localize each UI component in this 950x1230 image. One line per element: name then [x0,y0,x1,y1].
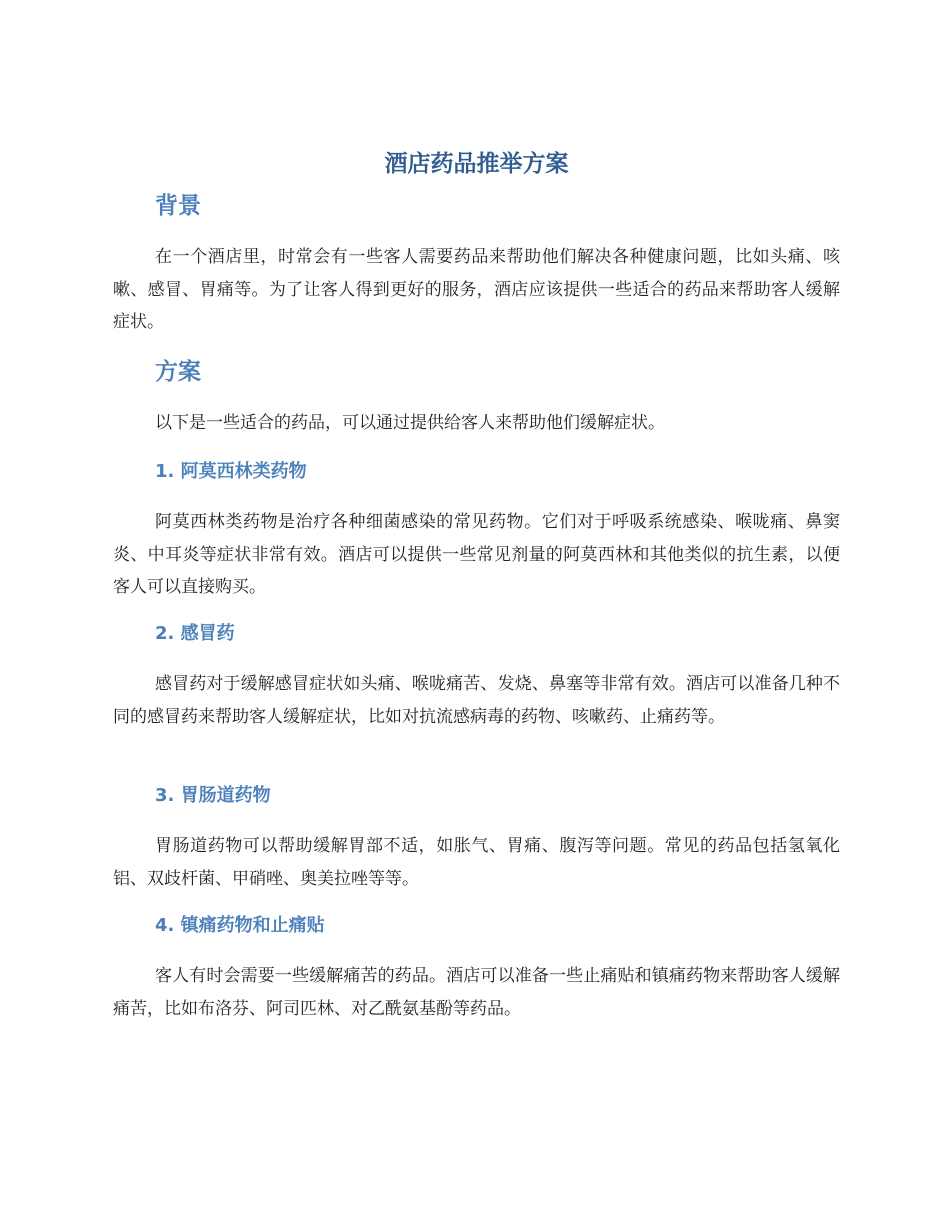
section-heading-plan: 方案 [155,359,201,385]
background-paragraph: 在一个酒店里，时常会有一些客人需要药品来帮助他们解决各种健康问题，比如头痛、咳嗽、感冒、胃痛等。为了让客人得到更好的服务，酒店应该提供一些适合的药品来帮助客人缓解症状。 [113,247,840,332]
painkillers-paragraph: 客人有时会需要一些缓解痛苦的药品。酒店可以准备一些止痛贴和镇痛药物来帮助客人缓解痛苦，比如布洛芬、阿司匹林、对乙酰氨基酚等药品。 [113,966,840,1019]
plan-intro-paragraph: 以下是一些适合的药品，可以通过提供给客人来帮助他们缓解症状。 [155,413,665,433]
subsection-heading-painkillers: 4. 镇痛药物和止痛贴 [155,915,325,936]
amoxicillin-paragraph: 阿莫西林类药物是治疗各种细菌感染的常见药物。它们对于呼吸系统感染、喉咙痛、鼻窦炎、中耳炎等症状非常有效。酒店可以提供一些常见剂量的阿莫西林和其他类似的抗生素，以便客人可以直接购买。 [113,512,840,597]
subsection-heading-amoxicillin: 1. 阿莫西林类药物 [155,461,307,482]
subsection-heading-cold-medicine: 2. 感冒药 [155,623,235,644]
gastrointestinal-paragraph: 胃肠道药物可以帮助缓解胃部不适，如胀气、胃痛、腹泻等问题。常见的药品包括氢氧化铝、双歧杆菌、甲硝唑、奥美拉唑等等。 [113,836,840,889]
subsection-heading-gastrointestinal: 3. 胃肠道药物 [155,785,271,806]
cold-medicine-paragraph: 感冒药对于缓解感冒症状如头痛、喉咙痛苦、发烧、鼻塞等非常有效。酒店可以准备几种不同的感冒药来帮助客人缓解症状，比如对抗流感病毒的药物、咳嗽药、止痛药等。 [113,674,840,727]
section-heading-background: 背景 [155,193,201,219]
document-title: 酒店药品推举方案 [384,151,569,177]
